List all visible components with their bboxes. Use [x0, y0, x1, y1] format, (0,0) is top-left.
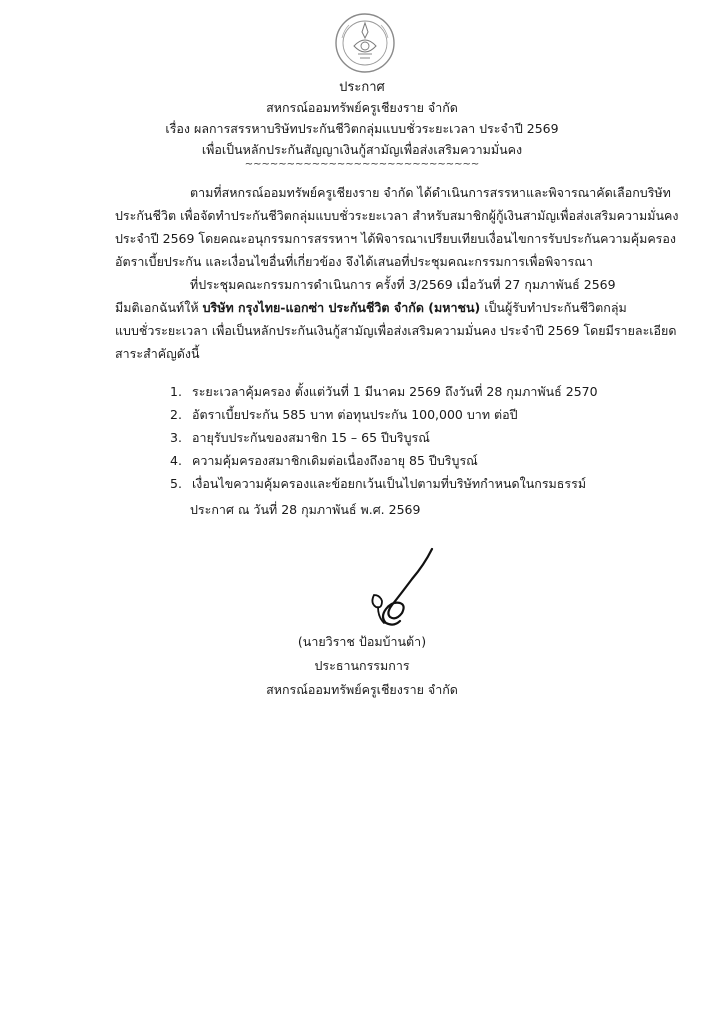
para2-line-2	[115, 298, 627, 318]
list-item-number: 4.	[170, 453, 182, 468]
para1-line-2: ประกันชีวิต เพื่อจัดทำประกันชีวิตกลุ่มแบบชั่วระยะเวลา สำหรับสมาชิกผู้กู้เงินสามัญเพื่อส่งเสริมความมั่นคง	[115, 208, 679, 223]
announcement-date: ประกาศ ณ วันที่ 28 กุมภาพันธ์ พ.ศ. 2569	[190, 502, 421, 517]
list-item	[170, 426, 598, 449]
list-item-text: ระยะเวลาคุ้มครอง ตั้งแต่วันที่ 1 มีนาคม 2569 ถึงวันที่ 28 กุมภาพันธ์ 2570	[192, 384, 598, 399]
list-item-number: 5.	[170, 476, 182, 491]
signatory-name: (นายวิราช ป้อมบ้านต้า)	[297, 634, 427, 649]
para1-line-1: ตามที่สหกรณ์ออมทรัพย์ครูเชียงราย จำกัด ได้ดำเนินการสรรหาและพิจารณาคัดเลือกบริษัท	[190, 185, 671, 200]
list-item-number: 1.	[170, 384, 182, 399]
list-item-text: อัตราเบี้ยประกัน 585 บาท ต่อทุนประกัน 100,000 บาท ต่อปี	[192, 407, 518, 422]
separator-line: ~~~~~~~~~~~~~~~~~~~~~~~~~~~~	[244, 159, 480, 170]
para2-line-4: สาระสำคัญดังนี้	[115, 346, 200, 361]
list-item-number: 3.	[170, 430, 182, 445]
list-item-number: 2.	[170, 407, 182, 422]
selected-company-name: บริษัท กรุงไทย-แอกซ่า ประกันชีวิต จำกัด (มหาชน)	[202, 300, 481, 315]
para2-line-1: ที่ประชุมคณะกรรมการดำเนินการ ครั้งที่ 3/2569 เมื่อวันที่ 27 กุมภาพันธ์ 2569	[190, 277, 616, 292]
signature-icon	[352, 545, 442, 630]
list-item	[170, 449, 598, 472]
list-item	[170, 380, 598, 403]
list-item-text: เงื่อนไขความคุ้มครองและข้อยกเว้นเป็นไปตามที่บริษัทกำหนดในกรมธรรม์	[192, 476, 587, 491]
details-list	[170, 380, 598, 495]
para1-line-4: อัตราเบี้ยประกัน และเงื่อนไขอื่นที่เกี่ยวข้อง จึงได้เสนอที่ประชุมคณะกรรมการเพื่อพิจารณา	[115, 254, 593, 269]
list-item	[170, 472, 598, 495]
signatory-position: ประธานกรรมการ	[314, 658, 410, 673]
document-title: ประกาศ	[339, 80, 385, 95]
subject-line-1: เรื่อง ผลการสรรหาบริษัทประกันชีวิตกลุ่มแบบชั่วระยะเวลา ประจำปี 2569	[165, 121, 559, 136]
para2-pre-text: มีมติเอกฉันท์ให้	[115, 300, 203, 315]
para2-line-3: แบบชั่วระยะเวลา เพื่อเป็นหลักประกันเงินกู้สามัญเพื่อส่งเสริมความมั่นคง ประจำปี 2569 โดยมีรายละเอียด	[115, 323, 677, 338]
list-item-text: อายุรับประกันของสมาชิก 15 – 65 ปีบริบูรณ์	[192, 430, 430, 445]
list-item-text: ความคุ้มครองสมาชิกเดิมต่อเนื่องถึงอายุ 85 ปีบริบูรณ์	[192, 453, 478, 468]
cooperative-seal-icon	[334, 12, 396, 74]
signatory-organization: สหกรณ์ออมทรัพย์ครูเชียงราย จำกัด	[266, 682, 458, 697]
para1-line-3: ประจำปี 2569 โดยคณะอนุกรรมการสรรหาฯ ได้พิจารณาเปรียบเทียบเงื่อนไขการรับประกันความคุ้มครอง	[115, 231, 677, 246]
subject-line-2: เพื่อเป็นหลักประกันสัญญาเงินกู้สามัญเพื่อส่งเสริมความมั่นคง	[201, 142, 523, 157]
para2-post-text: เป็นผู้รับทำประกันชีวิตกลุ่ม	[480, 300, 627, 315]
organization-name: สหกรณ์ออมทรัพย์ครูเชียงราย จำกัด	[266, 100, 458, 115]
list-item	[170, 403, 598, 426]
